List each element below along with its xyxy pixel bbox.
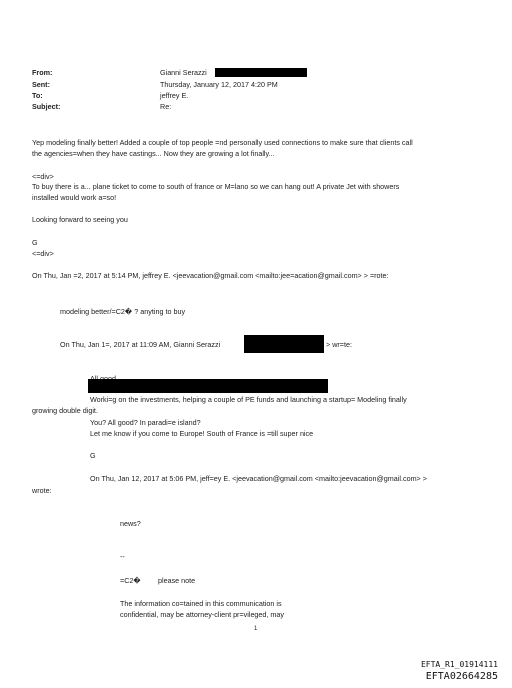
subject-value: Re:	[160, 102, 172, 111]
quote-header: wrote:	[32, 486, 52, 495]
from-label: From:	[32, 68, 53, 77]
redaction-box	[244, 335, 324, 353]
quoted-line: You? All good? In paradi=e island?	[90, 418, 201, 427]
bates-number-small: EFTA_R1_01914111	[420, 660, 498, 669]
body-line: installed would work a=so!	[32, 193, 117, 202]
quote-header: On Thu, Jan =2, 2017 at 5:14 PM, jeffrey E. <jeevacation@gmail.com <mailto:jee=acation@gmail.com> > =rote:	[32, 271, 389, 280]
to-label: To:	[32, 91, 43, 100]
redaction-box	[215, 68, 307, 77]
bates-number: EFTA02664285	[425, 671, 498, 682]
quoted-line: --	[120, 552, 125, 561]
sent-label: Sent:	[32, 80, 50, 89]
page-number: 1	[254, 626, 258, 632]
quoted-line: modeling better/=C2� ? anyting to buy	[60, 307, 186, 316]
from-value: Gianni Serazzi	[160, 68, 207, 77]
to-value: jeffrey E.	[160, 91, 189, 100]
body-line: <=div>	[32, 172, 54, 181]
quoted-line: confidential, may be attorney-client pr=vileged, may	[120, 610, 284, 619]
quoted-line: =C2�	[120, 576, 141, 585]
signature: G	[32, 238, 38, 247]
quote-header: On Thu, Jan 1=, 2017 at 11:09 AM, Gianni Serazzi	[60, 340, 221, 349]
subject-label: Subject:	[32, 102, 61, 111]
quoted-line: Let me know if you come to Europe! South of France is =till super nice	[90, 429, 314, 438]
redaction-box	[88, 379, 328, 393]
body-line: <=div>	[32, 249, 54, 258]
quoted-line: The information co=tained in this communication is	[120, 599, 282, 608]
quote-header: > wr=te:	[326, 340, 352, 349]
body-line: Looking forward to seeing you	[32, 215, 128, 224]
quoted-line: news?	[120, 519, 141, 528]
body-line: To buy there is a... plane ticket to come to south of france or M=lano so we can hang out! A private Jet with showers	[32, 182, 400, 191]
quoted-line: please note	[158, 576, 196, 585]
body-line: the agencies=when they have castings... Now they are growing a lot finally...	[32, 149, 275, 158]
body-line: Yep modeling finally better! Added a couple of top people =nd personally used connections to make sure that clients call	[32, 138, 413, 147]
signature: G	[90, 451, 96, 460]
quote-header: On Thu, Jan 12, 2017 at 5:06 PM, jeff=ey E. <jeevacation@gmail.com <mailto:jeevacation@gmail.com> >	[90, 474, 427, 483]
quoted-line: growing double digit.	[32, 406, 98, 415]
sent-value: Thursday, January 12, 2017 4:20 PM	[160, 80, 278, 89]
quoted-line: Worki=g on the investments, helping a couple of PE funds and launching a startup= Modeling finally	[90, 395, 407, 404]
